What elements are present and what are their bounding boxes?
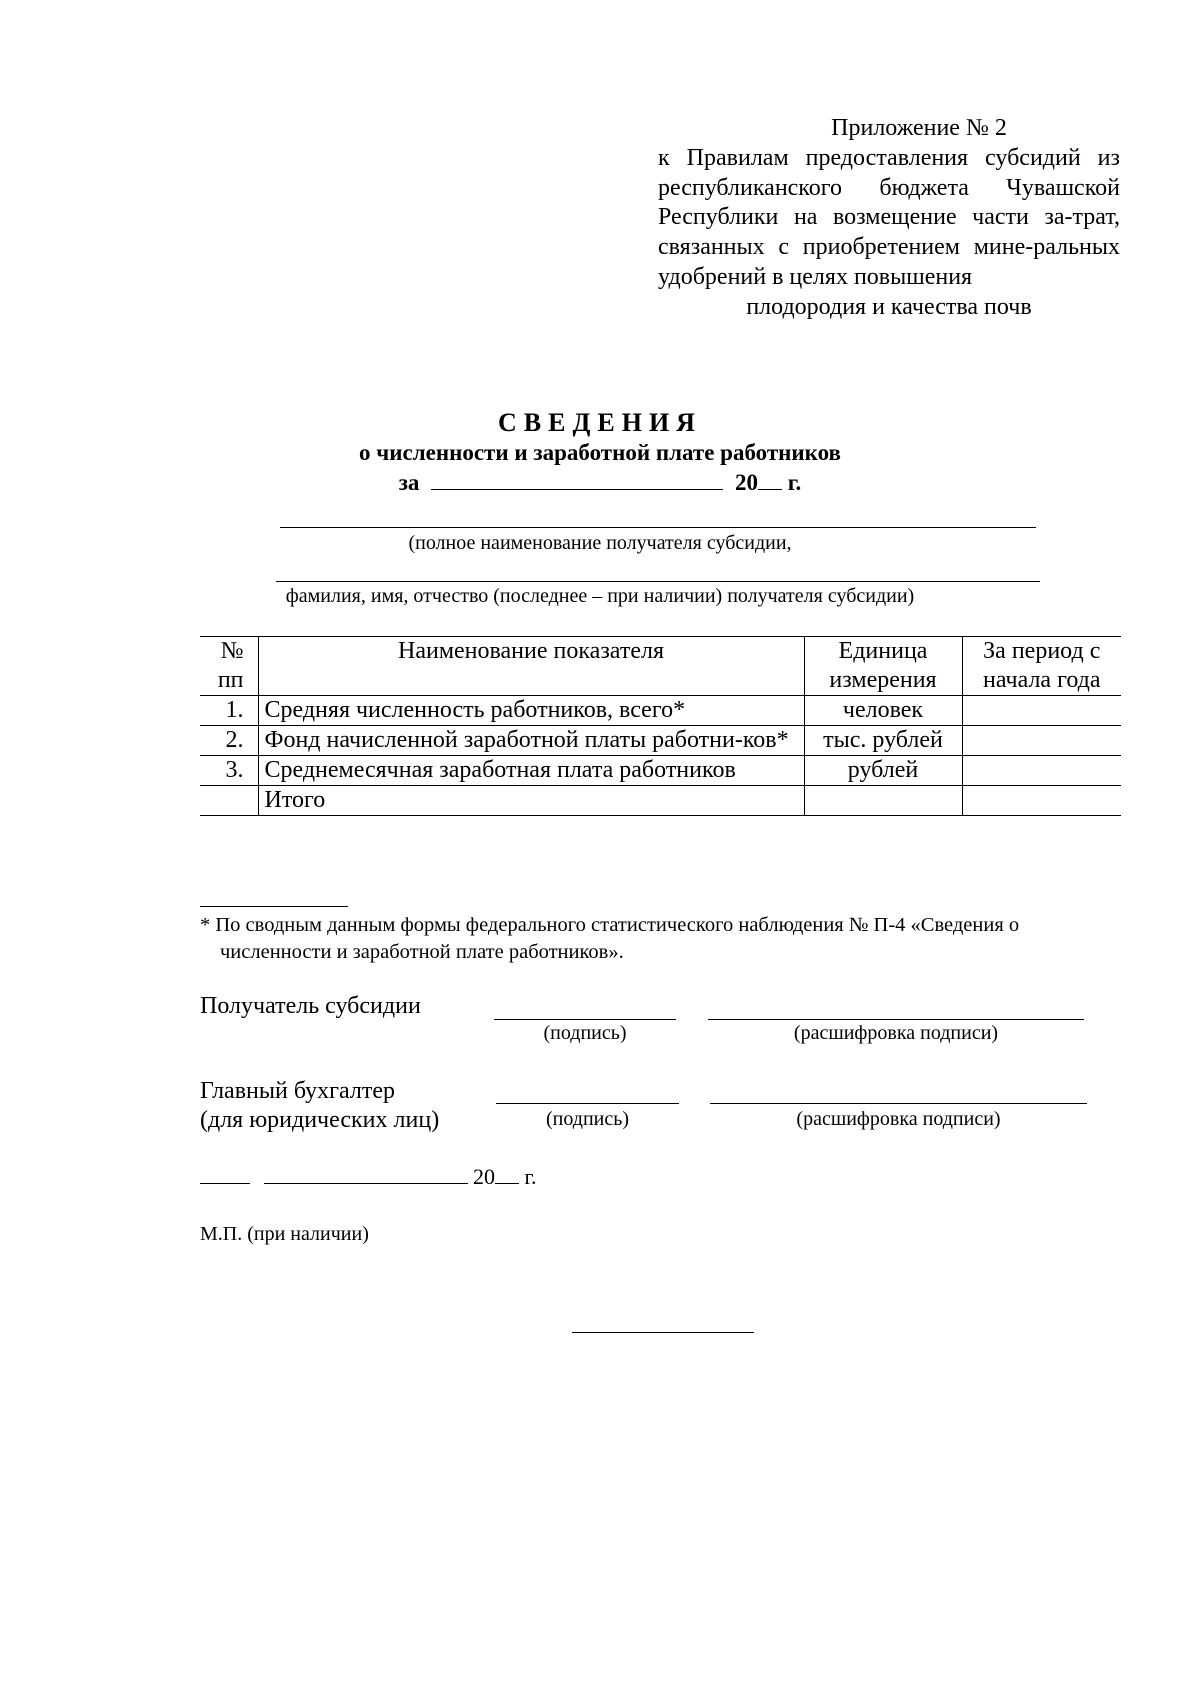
row-name: Среднемесячная заработная плата работников xyxy=(258,756,804,786)
period-suffix: г. xyxy=(787,470,802,495)
table-header-row xyxy=(200,637,1121,696)
table-row xyxy=(200,696,1121,726)
appendix-number: Приложение № 2 xyxy=(831,115,1007,141)
recipient-fio-line[interactable] xyxy=(276,581,1040,582)
header-name: Наименование показателя xyxy=(258,637,804,696)
date-suffix: г. xyxy=(524,1164,537,1189)
row-value-cell[interactable] xyxy=(962,756,1121,786)
recipient-signature-line[interactable] xyxy=(494,1019,676,1020)
footnote-line-1: * По сводным данным формы федерального статистического наблюдения № П-4 «Сведения о xyxy=(200,914,1020,936)
row-name: Средняя численность работников, всего* xyxy=(258,696,804,726)
row-name: Фонд начисленной заработной платы работни-ков* xyxy=(258,726,804,756)
row-num: 2. xyxy=(200,726,258,756)
date-year: 20 xyxy=(473,1164,495,1189)
row-value-cell[interactable] xyxy=(962,726,1121,756)
accountant-signature-line[interactable] xyxy=(496,1103,679,1104)
header-unit: Единица измерения xyxy=(804,637,962,696)
recipient-decode-line[interactable] xyxy=(708,1019,1084,1020)
table-row xyxy=(200,756,1121,786)
header-period: За период с начала года xyxy=(962,637,1121,696)
recipient-sign-caption: (подпись) xyxy=(543,1022,627,1044)
row-value-cell[interactable] xyxy=(962,696,1121,726)
accountant-decode-line[interactable] xyxy=(710,1103,1087,1104)
period-line xyxy=(0,469,1200,496)
date-line xyxy=(200,1163,537,1190)
table-row xyxy=(200,726,1121,756)
document-title: СВЕДЕНИЯ xyxy=(498,408,702,437)
recipient-decode-caption: (расшифровка подписи) xyxy=(793,1022,999,1044)
row-num: 3. xyxy=(200,756,258,786)
date-month-blank[interactable] xyxy=(264,1163,468,1184)
date-day-blank[interactable] xyxy=(200,1163,250,1184)
accountant-label-2: (для юридических лиц) xyxy=(200,1107,440,1133)
header-num: № пп xyxy=(200,637,258,696)
recipient-name-line[interactable] xyxy=(280,527,1036,528)
period-year-blank[interactable] xyxy=(758,469,782,490)
row-unit: тыс. рублей xyxy=(804,726,962,756)
appendix-body: к Правилам предоставления субсидий из республиканского бюджета Чувашской Республики на возмещение части за-трат, связанных с приобретением мине-ральных удобрений в целях повышения xyxy=(658,144,1120,290)
appendix-last-line: плодородия и качества почв xyxy=(746,293,1032,320)
recipient-caption-2: фамилия, имя, отчество (последнее – при наличии) получателя субсидии) xyxy=(285,585,915,607)
row-unit xyxy=(804,786,962,816)
footnote xyxy=(200,912,1122,966)
accountant-decode-caption: (расшифровка подписи) xyxy=(796,1108,1001,1130)
row-num xyxy=(200,786,258,816)
row-name: Итого xyxy=(258,786,804,816)
accountant-sign-caption: (подпись) xyxy=(545,1108,630,1130)
footnote-line-2: численности и заработной плате работников». xyxy=(220,941,624,963)
period-blank[interactable] xyxy=(431,469,723,490)
stamp-placeholder: М.П. (при наличии) xyxy=(200,1223,369,1245)
recipient-signature-label: Получатель субсидии xyxy=(200,993,421,1019)
footnote-separator xyxy=(200,906,348,907)
table-row xyxy=(200,786,1121,816)
accountant-label-1: Главный бухгалтер xyxy=(200,1078,395,1104)
period-year: 20 xyxy=(734,470,758,495)
row-num: 1. xyxy=(200,696,258,726)
recipient-caption-1: (полное наименование получателя субсидии, xyxy=(408,532,792,554)
document-subtitle: о численности и заработной плате работников xyxy=(359,440,841,465)
row-value-cell[interactable] xyxy=(962,786,1121,816)
date-year-blank[interactable] xyxy=(495,1163,519,1184)
row-unit: рублей xyxy=(804,756,962,786)
row-unit: человек xyxy=(804,696,962,726)
appendix-header xyxy=(658,114,1120,323)
end-of-document-line xyxy=(572,1332,754,1333)
indicators-table xyxy=(200,636,1121,816)
period-prefix: за xyxy=(398,470,420,495)
